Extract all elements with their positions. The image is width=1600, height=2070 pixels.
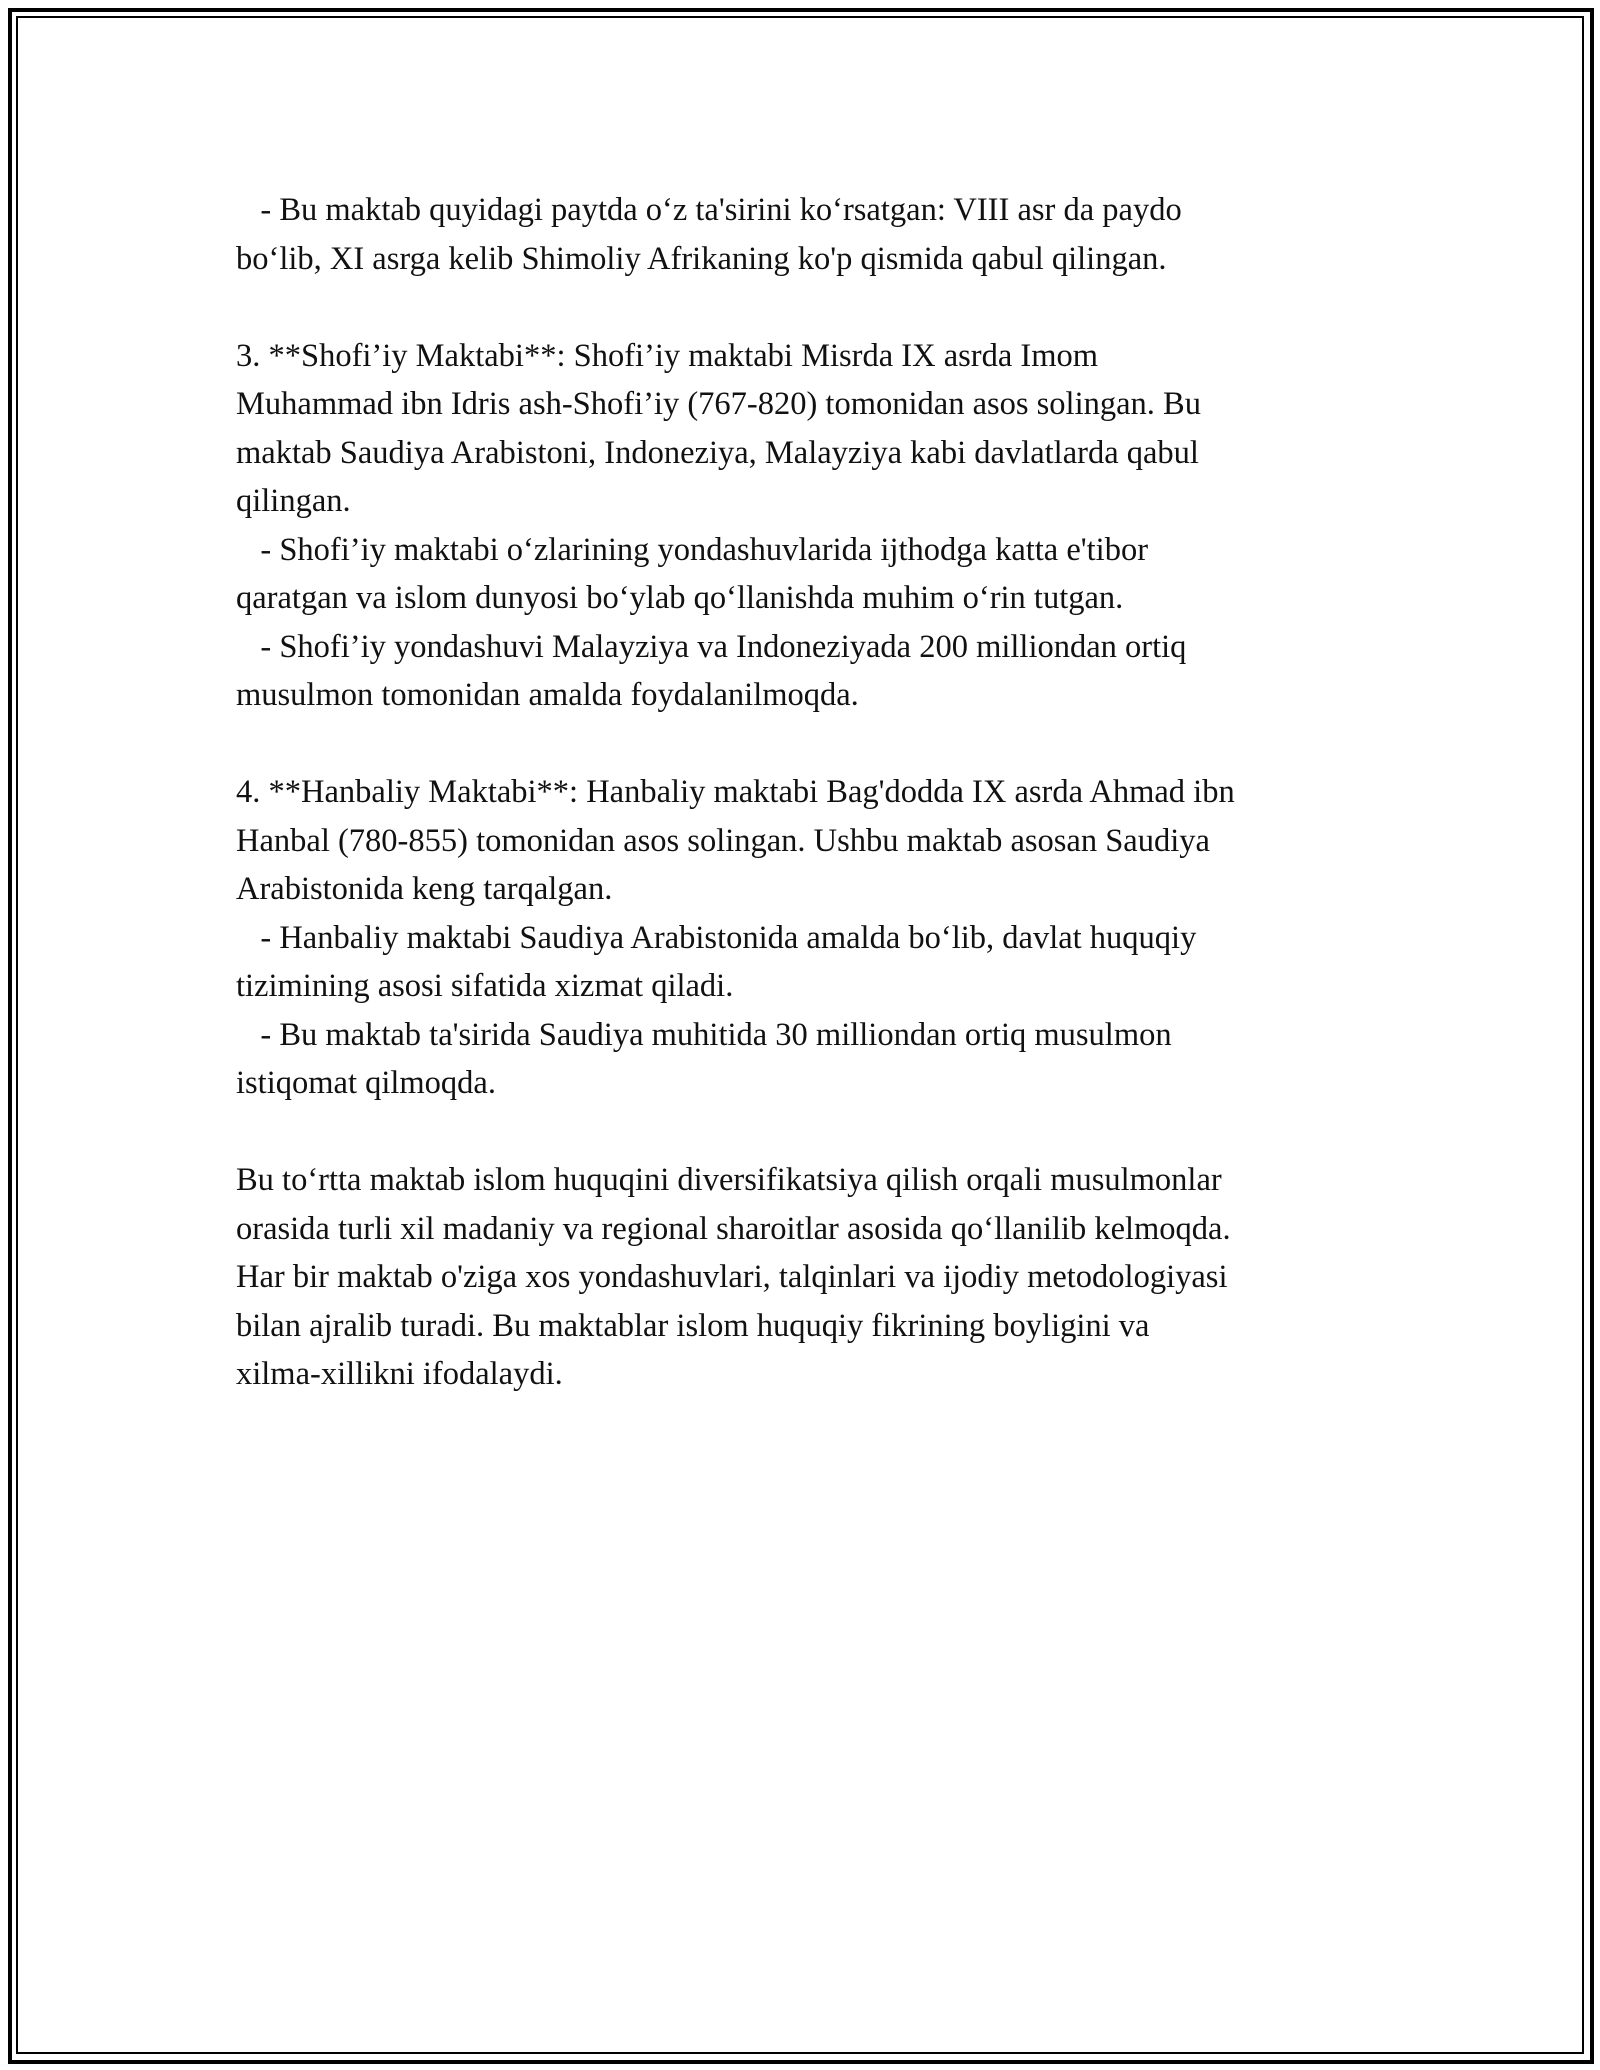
text-line: qaratgan va islom dunyosi bo‘ylab qo‘llanishda muhim o‘rin tutgan. [236,580,1124,616]
text-line: bo‘lib, XI asrga kelib Shimoliy Afrikaning ko'p qismida qabul qilingan. [236,240,1167,277]
document-body [236,186,1376,1399]
text-line: maktab Saudiya Arabistoni, Indoneziya, Malayziya kabi davlatlarda qabul [236,434,1199,471]
text-line: Arabistonida keng tarqalgan. [236,871,613,907]
text-line: Bu to‘rtta maktab islom huquqini diversifikatsiya qilish orqali musulmonlar [236,1162,1222,1198]
text-line: - Shofi’iy yondashuvi Malayziya va Indoneziyada 200 milliondan ortiq [236,628,1187,665]
text-line: - Shofi’iy maktabi o‘zlarining yondashuvlarida ijthodga katta e'tibor [236,531,1149,568]
text-line: qilingan. [236,483,351,519]
paragraph-gap [236,1108,1376,1157]
text-line: 3. **Shofi’iy Maktabi**: Shofi’iy maktabi Misrda IX asrda Imom [236,337,1099,374]
text-line: tizimining asosi sifatida xizmat qiladi. [236,968,734,1004]
text-line: istiqomat qilmoqda. [236,1065,496,1101]
text-line: Har bir maktab o'ziga xos yondashuvlari, talqinlari va ijodiy metodologiyasi [236,1259,1228,1295]
text-line: xilma-xillikni ifodalaydi. [236,1356,563,1392]
text-line: Muhammad ibn Idris ash-Shofi’iy (767-820) tomonidan asos solingan. Bu [236,386,1201,422]
text-line: orasida turli xil madaniy va regional sharoitlar asosida qo‘llanilib kelmoqda. [236,1210,1231,1247]
text-line: bilan ajralib turadi. Bu maktablar islom huquqiy fikrining boyligini va [236,1307,1150,1344]
text-line: - Bu maktab quyidagi paytda o‘z ta'sirini ko‘rsatgan: VIII asr da paydo [236,192,1182,228]
text-line: musulmon tomonidan amalda foydalanilmoqda. [236,677,859,713]
paragraph-gap [236,720,1376,769]
text-line: Hanbal (780-855) tomonidan asos solingan. Ushbu maktab asosan Saudiya [236,822,1210,859]
text-line: - Hanbaliy maktabi Saudiya Arabistonida amalda bo‘lib, davlat huquqiy [236,919,1197,956]
paragraph-gap [236,283,1376,332]
text-line: 4. **Hanbaliy Maktabi**: Hanbaliy maktabi Bag'dodda IX asrda Ahmad ibn [236,774,1235,810]
text-line: - Bu maktab ta'sirida Saudiya muhitida 30 milliondan ortiq musulmon [236,1016,1172,1053]
